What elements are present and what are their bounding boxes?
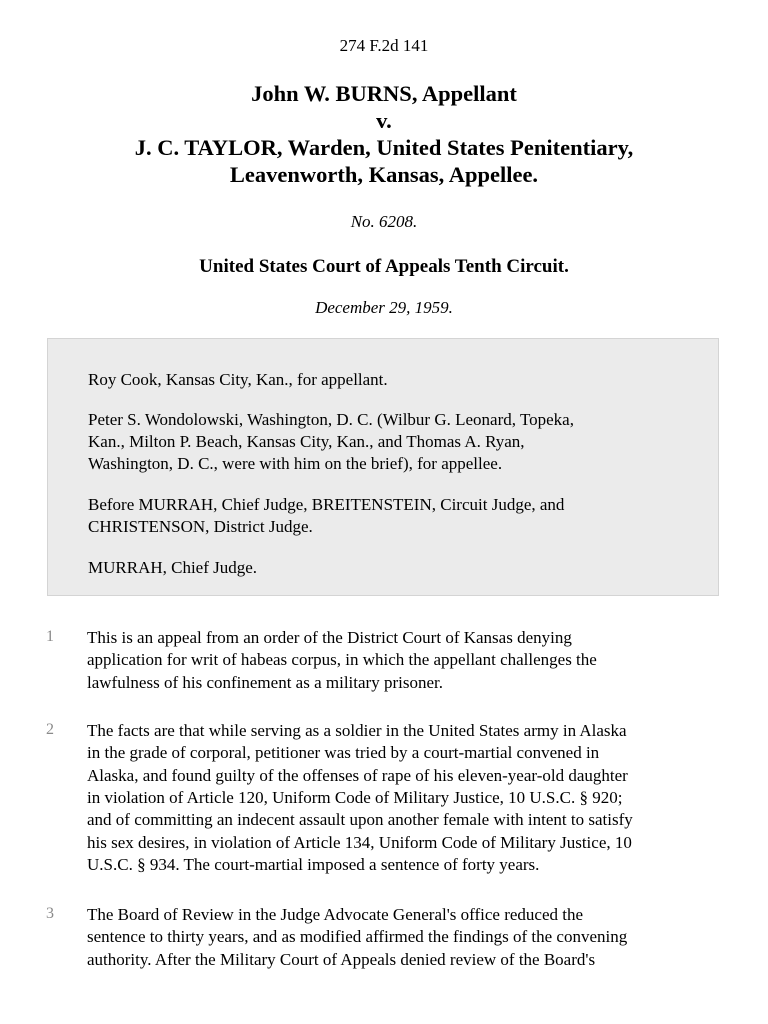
docket-number: No. 6208. — [350, 212, 418, 231]
counsel-panel — [47, 338, 719, 596]
paragraph-line: authority. After the Military Court of Appeals denied review of the Board's — [87, 949, 596, 969]
caption-versus: v. — [376, 108, 392, 133]
paragraph-number: 2 — [46, 721, 54, 738]
counsel-appellee-line: Washington, D. C., were with him on the brief), for appellee. — [88, 454, 503, 473]
caption-appellee-line-2: Leavenworth, Kansas, Appellee. — [229, 162, 539, 187]
paragraph-number: 1 — [46, 628, 54, 645]
decision-date: December 29, 1959. — [315, 298, 453, 317]
paragraph-line: U.S.C. § 934. The court-martial imposed a sentence of forty years. — [87, 854, 540, 874]
paragraph-line: Alaska, and found guilty of the offenses of rape of his eleven-year-old daughter — [87, 765, 628, 785]
case-citation: 274 F.2d 141 — [339, 36, 429, 55]
caption-appellee-line-1: J. C. TAYLOR, Warden, United States Penitentiary, — [134, 135, 634, 160]
paragraph-line: sentence to thirty years, and as modified affirmed the findings of the convening — [87, 927, 628, 947]
paragraph-line: application for writ of habeas corpus, in which the appellant challenges the — [87, 650, 597, 670]
opinion-author: MURRAH, Chief Judge. — [88, 558, 258, 577]
bench-line: Before MURRAH, Chief Judge, BREITENSTEIN, Circuit Judge, and — [88, 495, 565, 514]
paragraph-line: lawfulness of his confinement as a military prisoner. — [87, 672, 443, 692]
paragraph-line: The facts are that while serving as a soldier in the United States army in Alaska — [87, 721, 627, 740]
court-name: United States Court of Appeals Tenth Circuit. — [199, 256, 569, 277]
counsel-appellee-line: Peter S. Wondolowski, Washington, D. C. (Wilbur G. Leonard, Topeka, — [88, 410, 574, 429]
paragraph-line: in violation of Article 120, Uniform Code of Military Justice, 10 U.S.C. § 920; — [87, 787, 623, 807]
counsel-appellee-line: Kan., Milton P. Beach, Kansas City, Kan., and Thomas A. Ryan, — [88, 432, 525, 451]
paragraph-line: and of committing an indecent assault upon another female with intent to satisfy — [87, 810, 633, 830]
caption-appellant: John W. BURNS, Appellant — [251, 81, 517, 106]
paragraph-line: in the grade of corporal, petitioner was tried by a court-martial convened in — [87, 743, 600, 763]
paragraph-line: This is an appeal from an order of the District Court of Kansas denying — [87, 628, 572, 647]
bench-line: CHRISTENSON, District Judge. — [88, 517, 313, 536]
paragraph-number: 3 — [46, 905, 54, 922]
counsel-appellant: Roy Cook, Kansas City, Kan., for appellant. — [88, 370, 388, 389]
case-caption — [0, 80, 768, 188]
paragraph-line: his sex desires, in violation of Article 134, Uniform Code of Military Justice, 10 — [87, 832, 632, 852]
paragraph-line: The Board of Review in the Judge Advocate General's office reduced the — [87, 905, 584, 924]
